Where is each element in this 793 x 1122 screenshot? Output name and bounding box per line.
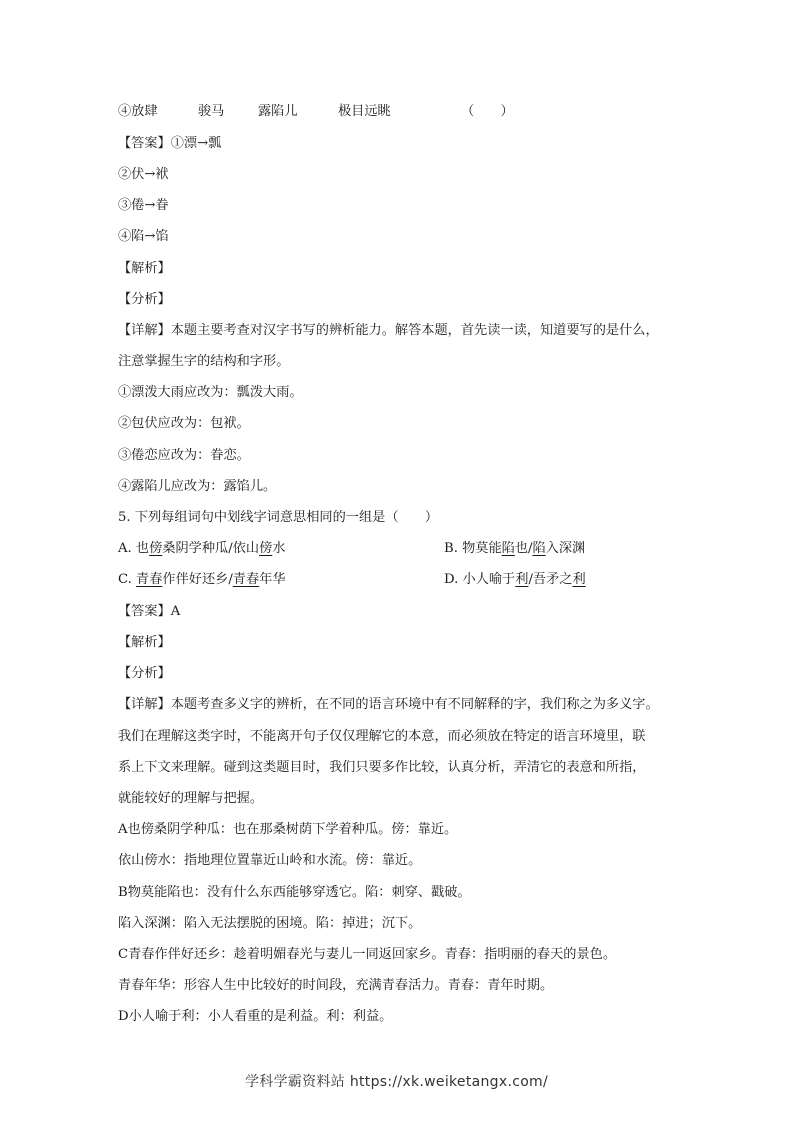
correction-3: ③倦恋应改为：眷恋。 <box>118 448 250 463</box>
underlined-word: 傍 <box>149 541 163 556</box>
option-row-cd <box>118 571 678 589</box>
explanation-line: 依山傍水：指地理位置靠近山岭和水流。傍：靠近。 <box>118 853 422 868</box>
option-d: D. 小人喻于利/吾矛之利 <box>444 572 586 587</box>
option-a: A. 也傍桑阴学种瓜/依山傍水 <box>118 541 286 556</box>
answer-line-4: ④陷→馅 <box>118 229 169 244</box>
correction-1: ①漂泼大雨应改为：瓢泼大雨。 <box>118 385 303 400</box>
q4-word-2: 骏马 <box>198 104 225 119</box>
q4-answer-paren: （ ） <box>461 104 514 119</box>
correction-4: ④露陷儿应改为：露馅儿。 <box>118 479 277 494</box>
option-c: C. 青春作伴好还乡/青春年华 <box>118 572 286 587</box>
detail-paragraph: 系上下文来理解。碰到这类题目时，我们只要多作比较，认真分析，弄清它的表意和所指， <box>118 760 646 775</box>
analysis-heading: 【解析】 <box>118 635 171 650</box>
explanation-line: B物莫能陷也：没有什么东西能够穿透它。陷：刺穿、戳破。 <box>118 885 471 900</box>
detail-paragraph: 就能较好的理解与把握。 <box>118 791 264 806</box>
detail-paragraph: 我们在理解这类字时，不能离开句子仅仅理解它的本意，而必须放在特定的语言环境里，联 <box>118 729 646 744</box>
analysis-subheading: 【分析】 <box>118 292 171 307</box>
underlined-word: 青春 <box>232 572 260 587</box>
correction-2: ②包伏应改为：包袱。 <box>118 416 250 431</box>
detail-paragraph: 注意掌握生字的结构和字形。 <box>118 354 290 369</box>
answer-line-2: ②伏→袱 <box>118 167 169 182</box>
analysis-subheading: 【分析】 <box>118 666 171 681</box>
q4-word-3: 露陷儿 <box>258 104 298 119</box>
underlined-word: 利 <box>515 572 529 587</box>
underlined-word: 陷 <box>532 541 546 556</box>
underlined-word: 青春 <box>136 572 163 587</box>
q4-word-4: 极目远眺 <box>338 104 391 119</box>
option-row-ab <box>118 540 678 558</box>
underlined-word: 利 <box>572 572 586 587</box>
explanation-line: 青春年华：形容人生中比较好的时间段，充满青春活力。青春：青年时期。 <box>118 978 554 993</box>
explanation-line: D小人喻于利：小人看重的是利益。利：利益。 <box>118 1009 393 1024</box>
explanation-line: 陷入深渊：陷入无法摆脱的困境。陷：掉进；沉下。 <box>118 916 422 931</box>
explanation-line: A也傍桑阴学种瓜：也在那桑树荫下学着种瓜。傍：靠近。 <box>118 822 458 837</box>
answer-heading: 【答案】A <box>118 604 181 619</box>
underlined-word: 陷 <box>501 541 515 556</box>
detail-paragraph: 【详解】本题主要考查对汉字书写的辨析能力。解答本题，首先读一读，知道要写的是什么， <box>118 323 659 338</box>
footer-watermark: 学科学霸资料站 https://xk.weiketangx.com/ <box>244 1074 549 1090</box>
explanation-line: C青春作伴好还乡：趁着明媚春光与妻儿一同返回家乡。青春：指明丽的春天的景色。 <box>118 947 617 962</box>
analysis-heading: 【解析】 <box>118 261 171 276</box>
question5-stem: 5. 下列每组词句中划线字词意思相同的一组是（ ） <box>118 510 439 525</box>
answer-line-3: ③倦→眷 <box>118 198 169 213</box>
underlined-word: 傍 <box>259 541 273 556</box>
answer-line-1: 【答案】①漂→瓢 <box>118 136 222 151</box>
q4-word-1: ④放肆 <box>118 104 158 119</box>
detail-paragraph: 【详解】本题考查多义字的辨析，在不同的语言环境中有不同解释的字，我们称之为多义字。 <box>118 697 659 712</box>
option-b: B. 物莫能陷也/陷入深渊 <box>444 541 586 556</box>
